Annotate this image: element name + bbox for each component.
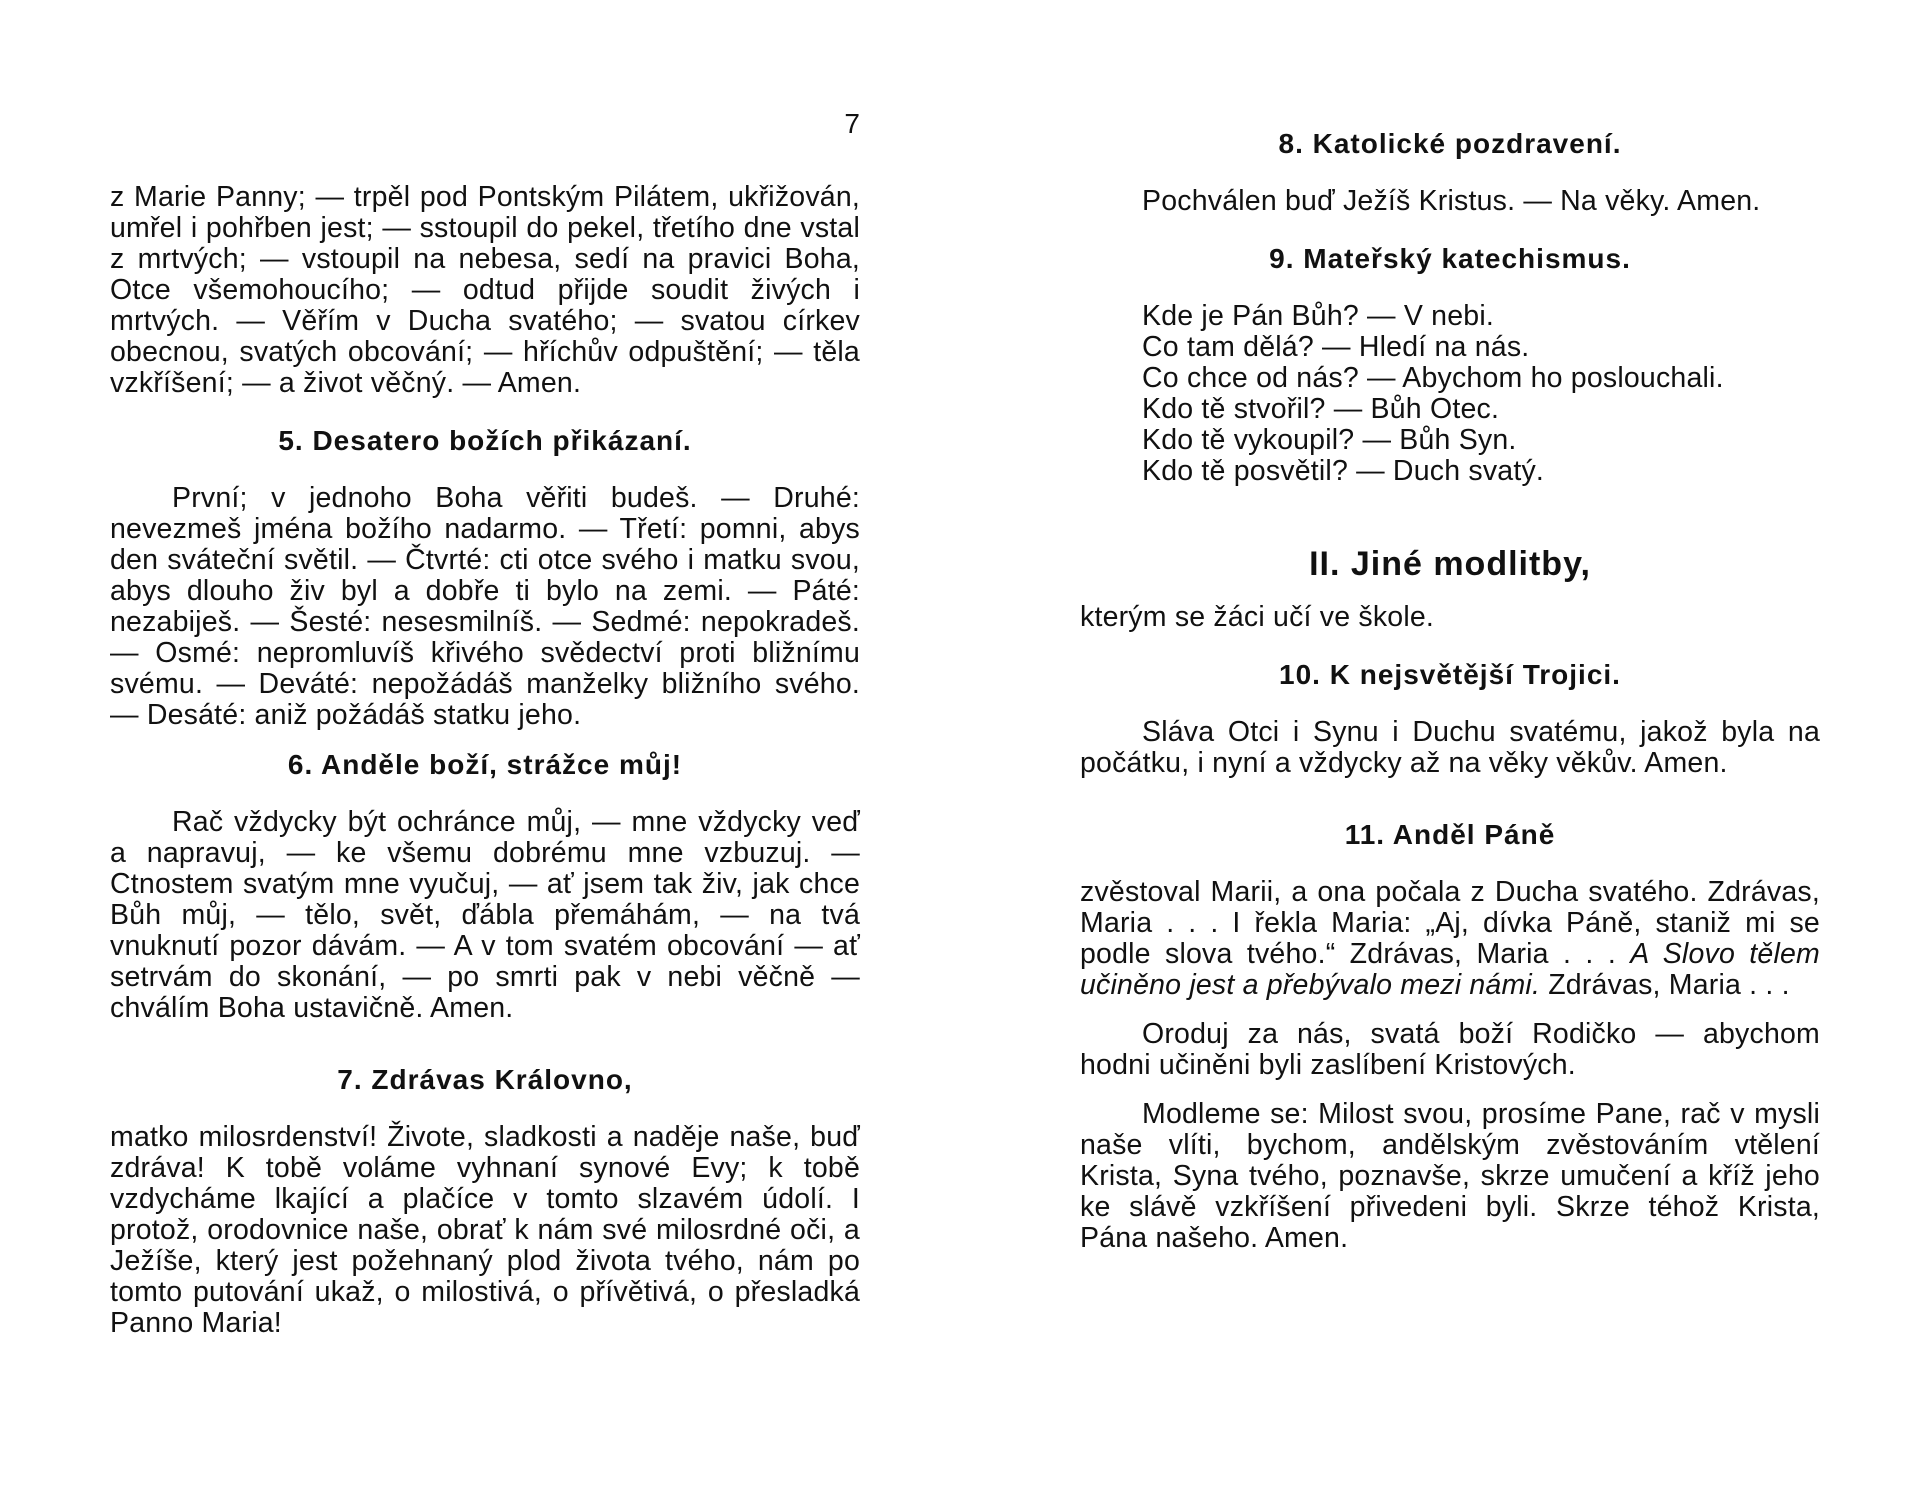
right-page: [1080, 0, 1820, 1500]
angelus-closing-prayer: Modleme se: Milost svou, prosíme Pane, rač v mysli naše vlíti, bychom, andělským zvěstováním vtělení Krista, Syna tvého, poznavše, skrze umučení a kříž jeho ke slávě vzkříšení přivedeni byli. Skrze téhož Krista, Pána našeho. Amen.: [1080, 1098, 1820, 1254]
catechism-line: Kdo tě stvořil? — Bůh Otec.: [1142, 393, 1500, 425]
heading-hail-queen: 7. Zdrávas Královno,: [337, 1064, 633, 1095]
heading-catechism: 9. Mateřský katechismus.: [1269, 243, 1631, 274]
angelus-text-end: Zdrávas, Maria . . .: [1548, 969, 1790, 1001]
angelus-text-part: zvěstoval Marii, a ona počala z Ducha svatého. Zdrávas, Maria . . . I řekla Maria: „Aj, dívka Páně, staniž mi se podle slova tvého.“ Zdrávas, Maria . . .: [1080, 876, 1820, 970]
catholic-greeting-text: Pochválen buď Ježíš Kristus. — Na věky. Amen.: [1142, 185, 1761, 217]
catechism-line: Kde je Pán Bůh? — V nebi.: [1142, 300, 1494, 332]
heading-guardian-angel: 6. Anděle boží, strážce můj!: [287, 749, 683, 780]
catechism-line: Kdo tě vykoupil? — Bůh Syn.: [1142, 424, 1517, 456]
angelus-text: [1080, 877, 1820, 1001]
catechism-line: Co tam dělá? — Hledí na nás.: [1142, 331, 1530, 363]
holy-trinity-text: Sláva Otci i Synu i Duchu svatému, jakož byla na počátku, i nyní a vždycky až na věky věkův. Amen.: [1080, 716, 1820, 779]
heading-ten-commandments: 5. Desatero božích přikázaní.: [278, 425, 692, 456]
ten-commandments-text: První; v jednoho Boha věřiti budeš. — Druhé: nevezmeš jména božího nadarmo. — Třetí: pomni, abys den sváteční světil. — Čtvrté: cti otce svého i matku svou, abys dlouho živ byl a dobře ti bylo na zemi. — Páté: nezabiješ. — Šesté: nesesmilníš. — Sedmé: nepokradeš. — Osmé: nepromluvíš křivého svědectví proti bližnímu svému. — Deváté: nepožádáš manželky bližního svého. — Desáté: aniž požádáš statku jeho.: [110, 482, 860, 731]
catechism-lines: [1080, 301, 1820, 487]
catechism-line: Kdo tě posvětil? — Duch svatý.: [1142, 455, 1545, 487]
page-number: 7: [844, 108, 860, 139]
angelus-pray-for-us: Oroduj za nás, svatá boží Rodičko — abychom hodni učiněni byli zaslíbení Kristových.: [1080, 1018, 1820, 1081]
catechism-line: Co chce od nás? — Abychom ho poslouchali.: [1142, 362, 1724, 394]
section-subtitle: kterým se žáci učí ve škole.: [1080, 601, 1435, 633]
right-page-text: [1080, 128, 1820, 1254]
guardian-angel-text: Rač vždycky být ochránce můj, — mne vždycky veď a napravuj, — ke všemu dobrému mne vzbuzuj. — Ctnostem svatým mne vyučuj, — ať jsem tak živ, jak chce Bůh můj, — tělo, svět, ďábla přemáhám, — na tvá vnuknutí pozor dávám. — A v tom svatém obcování — ať setrvám do skonání, — po smrti pak v nebi věčně — chválím Boha ustavičně. Amen.: [110, 806, 860, 1024]
creed-continuation: z Marie Panny; — trpěl pod Pontským Pilátem, ukřižován, umřel i pohřben jest; — sstoupil do pekel, třetího dne vstal z mrtvých; — vstoupil na nebesa, sedí na pravici Boha, Otce všemohoucího; — odtud přijde soudit živých i mrtvých. — Věřím v Ducha svatého; — svatou církev obecnou, svatých obcování; — hříchův odpuštění; — těla vzkříšení; — a život věčný. — Amen.: [110, 181, 860, 399]
hail-queen-text: matko milosrdenství! Živote, sladkosti a naděje naše, buď zdráva! K tobě voláme vyhnaní synové Evy; k tobě vzdycháme lkající a plačíce v tomto slzavém údolí. I protož, orodovnice naše, obrať k nám své milosrdné oči, a Ježíše, který jest požehnaný plod života tvého, nám po tomto putování ukaž, o milostivá, o přívětivá, o přesladká Panno Maria!: [110, 1121, 860, 1339]
left-page-text: [110, 182, 860, 1339]
angelus-italic-verse: A Slovo tělem učiněno jest a přebývalo mezi námi.: [1080, 938, 1820, 1001]
heading-catholic-greeting: 8. Katolické pozdravení.: [1278, 128, 1622, 159]
heading-holy-trinity: 10. K nejsvětější Trojici.: [1279, 659, 1621, 690]
heading-angelus: 11. Anděl Páně: [1344, 819, 1556, 850]
section-title: II. Jiné modlitby,: [1309, 545, 1591, 583]
left-page: [110, 0, 860, 1500]
